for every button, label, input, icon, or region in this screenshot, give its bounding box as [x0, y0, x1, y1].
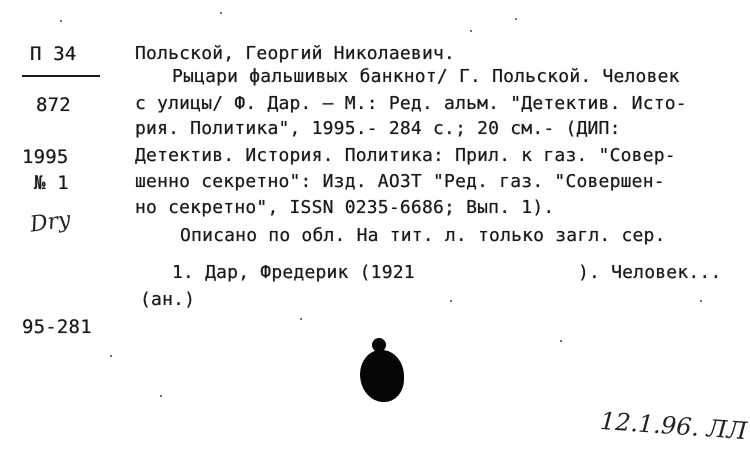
- cataloging-note: Описано по обл. На тит. л. только загл. сер.: [180, 225, 666, 246]
- author-heading: Польской, Георгий Николаевич.: [135, 43, 456, 64]
- description-line-6: но секретно", ISSN 0235-6686; Вып. 1).: [135, 197, 555, 218]
- description-line-3: рия. Политика", 1995.- 284 с.; 20 см.- (ДИП:: [135, 118, 621, 139]
- handwritten-date: 12.1.96. ЛЛ: [599, 406, 748, 446]
- added-entry: 1. Дар, Фредерик (1921: [172, 262, 415, 283]
- issue-number: № 1: [34, 172, 69, 194]
- description-line-4: Детектив. История. Политика: Прил. к газ. "Совер-: [135, 145, 676, 166]
- call-number: П 34: [30, 43, 77, 65]
- added-entry-language: (ан.): [140, 289, 196, 310]
- ink-blot-drop: [372, 338, 386, 352]
- record-number: 95-281: [22, 316, 92, 338]
- speck: [220, 12, 222, 14]
- divider-rule: [22, 75, 100, 77]
- description-line-5: шенно секретно": Изд. АОЗТ "Ред. газ. "Совершен-: [135, 171, 665, 192]
- ink-blot: [360, 350, 404, 402]
- description-line-2: с улицы/ Ф. Дар. – М.: Ред. альм. "Детектив. Исто-: [135, 93, 687, 114]
- speck: [515, 18, 517, 20]
- speck: [300, 318, 302, 320]
- year: 1995: [22, 146, 69, 168]
- author-mark: 872: [36, 94, 71, 116]
- speck: [450, 300, 452, 302]
- speck: [470, 30, 472, 32]
- speck: [700, 300, 702, 302]
- speck: [560, 340, 562, 342]
- speck: [160, 395, 162, 397]
- handwritten-initials: Dry: [28, 207, 73, 238]
- added-entry-title: ). Человек...: [578, 262, 722, 283]
- description-line-1: Рыцари фальшивых банкнот/ Г. Польской. Человек: [172, 66, 680, 87]
- speck: [110, 355, 112, 357]
- speck: [60, 20, 62, 22]
